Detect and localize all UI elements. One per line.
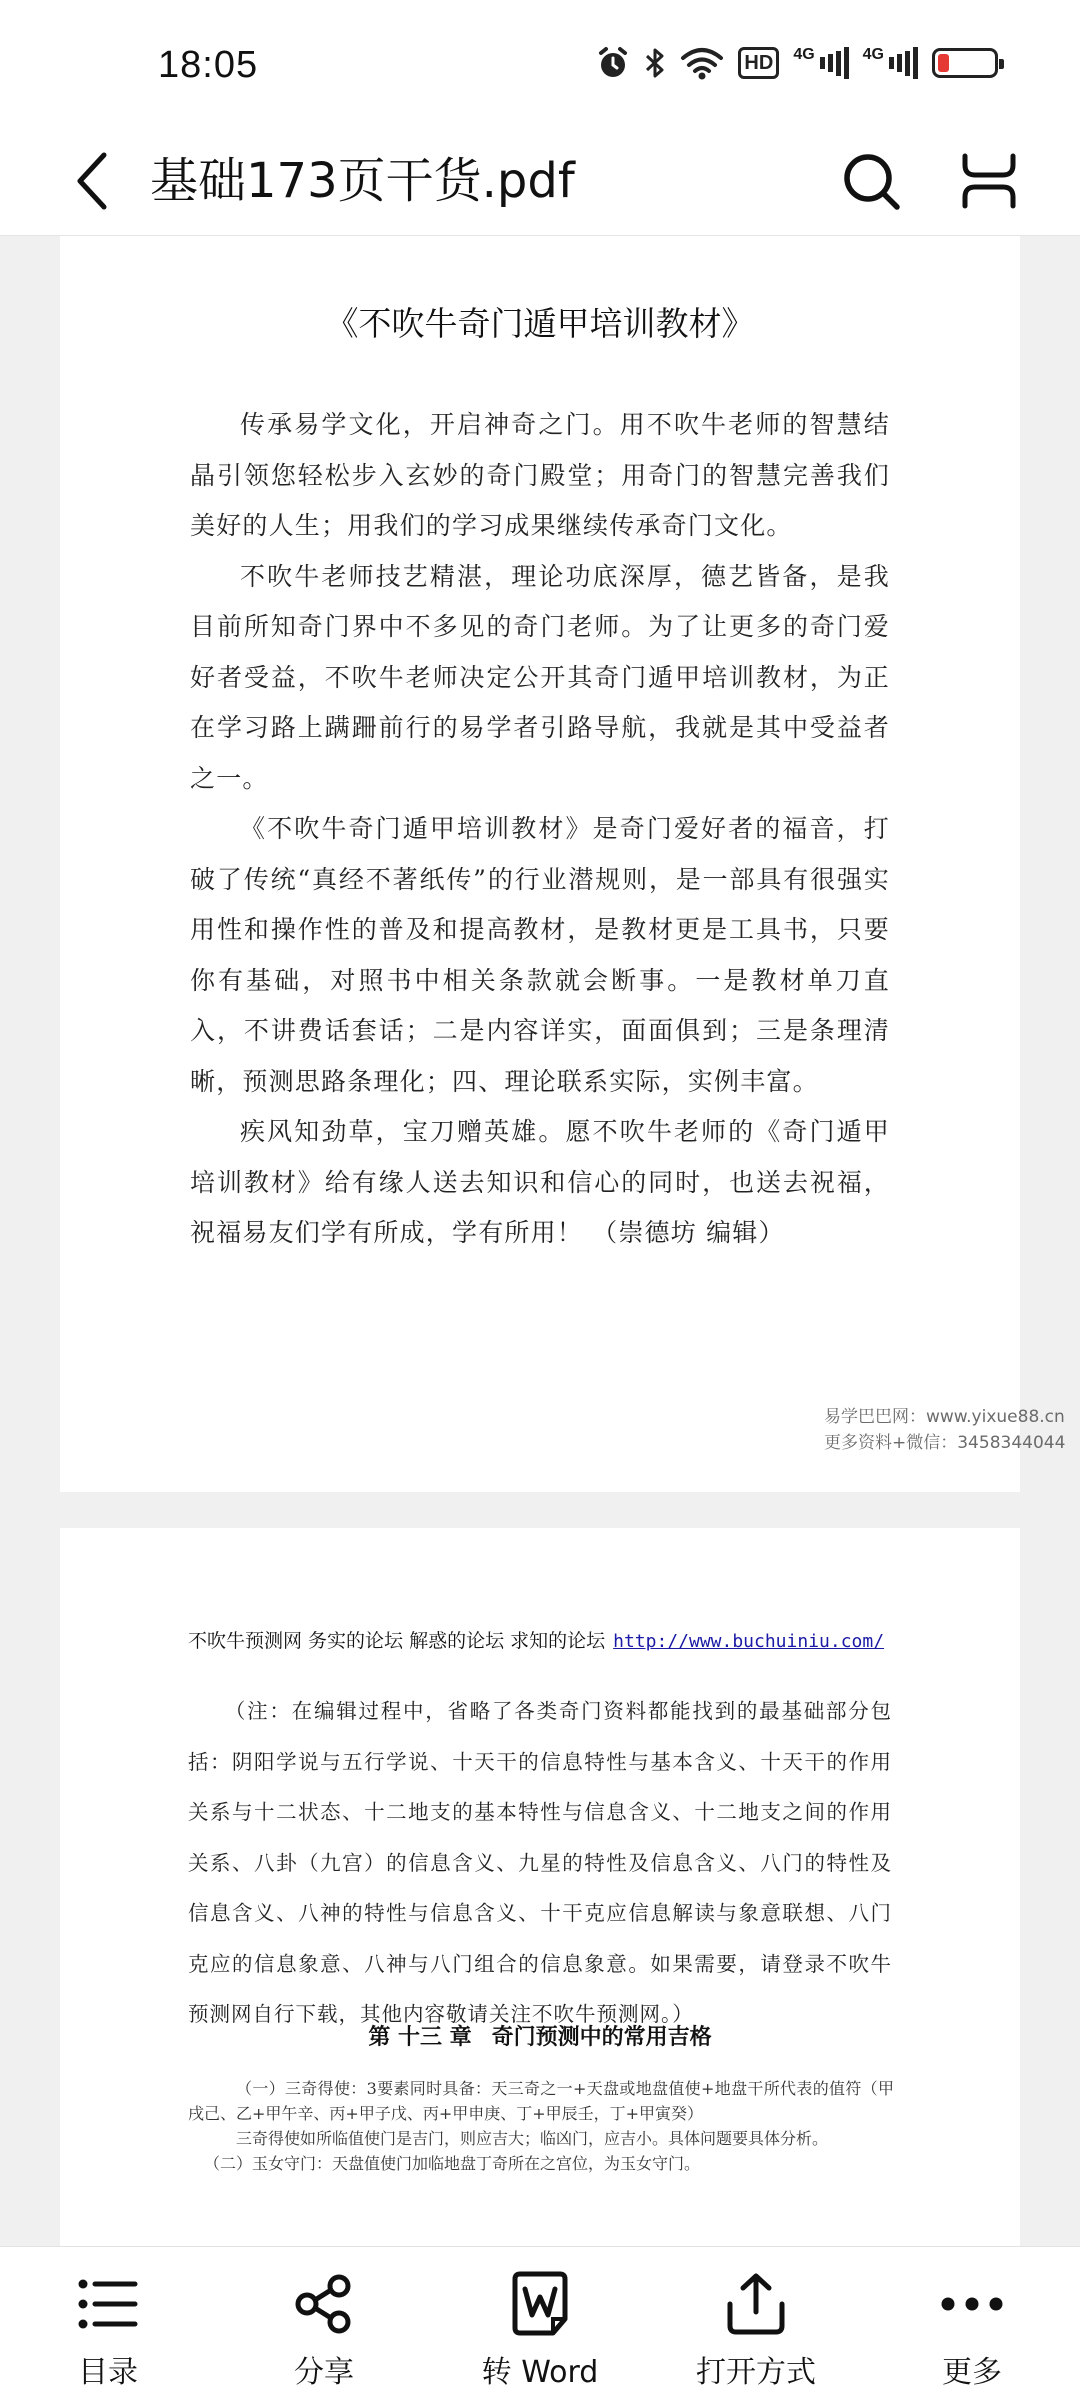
paragraph: 《不吹牛奇门遁甲培训教材》是奇门爱好者的福音，打破了传统“真经不著纸传”的行业潜规则，是一部具有很强实用性和操作性的普及和提高教材，是教材更是工具书，只要你有基础，对照书中相关条款就会断事。一是教材单刀直入，不讲费话套话；二是内容详实，面面俱到；三是条理清晰，预测思路条理化；四、理论联系实际，实例丰富。 bbox=[190, 814, 890, 1096]
paragraph: （一）三奇得使：3要素同时具备：天三奇之一+天盘或地盘值使+地盘干所代表的值符（甲戌己、乙+甲午辛、丙+甲子戊、丙+甲申庚、丁+甲辰壬，丁+甲寅癸） bbox=[188, 2079, 894, 2123]
note-text: （注：在编辑过程中，省略了各类奇门资料都能找到的最基础部分包括：阴阳学说与五行学说、十天干的信息特性与基本含义、十天干的作用关系与十二状态、十二地支的基本特性与信息含义、十二地支之间的作用关系、八卦（九宫）的信息含义、九星的特性及信息含义、八门的特性及信息含义、八神的特性与信息含义、十干克应信息解读与象意联想、八门克应的信息象意、八神与八门组合的信息象意。如果需要，请登录不吹牛预测网自行下载，其他内容敬请关注不吹牛预测网。） bbox=[188, 1699, 892, 2026]
app-header bbox=[0, 130, 1080, 236]
network-type-label: 4G bbox=[793, 46, 815, 63]
editor-note bbox=[188, 1686, 892, 2040]
watermark-line: 易学巴巴网：www.yixue88.cn bbox=[824, 1407, 1065, 1427]
open-with-icon bbox=[725, 2269, 787, 2339]
back-button[interactable] bbox=[62, 144, 122, 218]
page-header bbox=[188, 1626, 884, 1653]
more-icon bbox=[939, 2269, 1005, 2339]
paragraph: （二）玉女守门：天盘值使门加临地盘丁奇所在之宫位，为玉女守门。 bbox=[204, 2154, 701, 2173]
toolbar-item-contents[interactable] bbox=[0, 2247, 216, 2400]
watermark bbox=[824, 1404, 1065, 1456]
pdf-reader-area[interactable] bbox=[0, 236, 1080, 2246]
chapter-title: 奇门预测中的常用吉格 bbox=[491, 2025, 712, 2050]
word-convert-icon bbox=[509, 2269, 571, 2339]
paragraph: 疾风知劲草，宝刀赠英雄。愿不吹牛老师的《奇门遁甲培训教材》给有缘人送去知识和信心的同时，也送去祝福，祝福易友们学有所成，学有所用！ （崇德坊 编辑） bbox=[190, 1117, 890, 1247]
alarm-icon bbox=[596, 46, 630, 80]
watermark-line: 更多资料+微信：3458344044 bbox=[824, 1433, 1066, 1453]
chapter-body bbox=[188, 2076, 894, 2176]
network-type-label: 4G bbox=[862, 46, 884, 63]
pdf-page-1 bbox=[60, 236, 1020, 1492]
status-time: 18:05 bbox=[158, 44, 259, 86]
toolbar-label: 更多 bbox=[942, 2355, 1002, 2390]
list-icon bbox=[77, 2269, 139, 2339]
bluetooth-icon bbox=[644, 46, 666, 80]
chevron-left-icon bbox=[72, 151, 112, 211]
document-title: 基础173页干货.pdf bbox=[150, 153, 575, 209]
toolbar-item-more[interactable] bbox=[864, 2247, 1080, 2400]
page-body bbox=[190, 400, 890, 1259]
page-title: 《不吹牛奇门遁甲培训教材》 bbox=[325, 304, 755, 343]
toolbar-item-share[interactable] bbox=[216, 2247, 432, 2400]
wifi-icon bbox=[680, 46, 724, 80]
toolbar-label: 目录 bbox=[78, 2355, 138, 2390]
signal-strength-icon-1 bbox=[793, 46, 848, 80]
toolbar-item-to-word[interactable] bbox=[432, 2247, 648, 2400]
chapter-heading bbox=[60, 2020, 1020, 2051]
bottom-toolbar bbox=[0, 2246, 1080, 2400]
paragraph: 传承易学文化，开启神奇之门。用不吹牛老师的智慧结晶引领您轻松步入玄妙的奇门殿堂；用奇门的智慧完善我们美好的人生；用我们的学习成果继续传承奇门文化。 bbox=[190, 410, 890, 540]
paragraph: 三奇得使如所临值使门是吉门，则应吉大；临凶门，应吉小。具体问题要具体分析。 bbox=[236, 2129, 829, 2148]
chapter-number: 第 十三 章 bbox=[368, 2025, 472, 2050]
share-icon bbox=[293, 2269, 355, 2339]
signal-strength-icon-2 bbox=[863, 46, 918, 80]
toolbar-item-open-with[interactable] bbox=[648, 2247, 864, 2400]
search-button[interactable] bbox=[836, 144, 906, 218]
battery-level bbox=[938, 54, 949, 72]
pdf-page-2 bbox=[60, 1528, 1020, 2246]
battery-icon bbox=[932, 48, 998, 78]
search-icon bbox=[840, 150, 902, 212]
paragraph: 不吹牛老师技艺精湛，理论功底深厚，德艺皆备，是我目前所知奇门界中不多见的奇门老师。为了让更多的奇门爱好者受益，不吹牛老师决定公开其奇门遁甲培训教材，为正在学习路上蹒跚前行的易学者引路导航，我就是其中受益者之一。 bbox=[190, 561, 890, 793]
toolbar-label: 分享 bbox=[294, 2355, 354, 2390]
status-icons bbox=[596, 46, 998, 80]
hd-badge: HD bbox=[738, 47, 779, 79]
status-bar bbox=[0, 0, 1080, 130]
page-header-link[interactable]: http://www.buchuiniu.com/ bbox=[613, 1631, 885, 1652]
expand-menu-icon bbox=[960, 153, 1018, 209]
page-header-text: 不吹牛预测网 务实的论坛 解惑的论坛 求知的论坛 bbox=[188, 1630, 606, 1652]
toolbar-label: 打开方式 bbox=[696, 2355, 816, 2390]
expand-menu-button[interactable] bbox=[956, 144, 1022, 218]
toolbar-label: 转 Word bbox=[481, 2355, 599, 2390]
